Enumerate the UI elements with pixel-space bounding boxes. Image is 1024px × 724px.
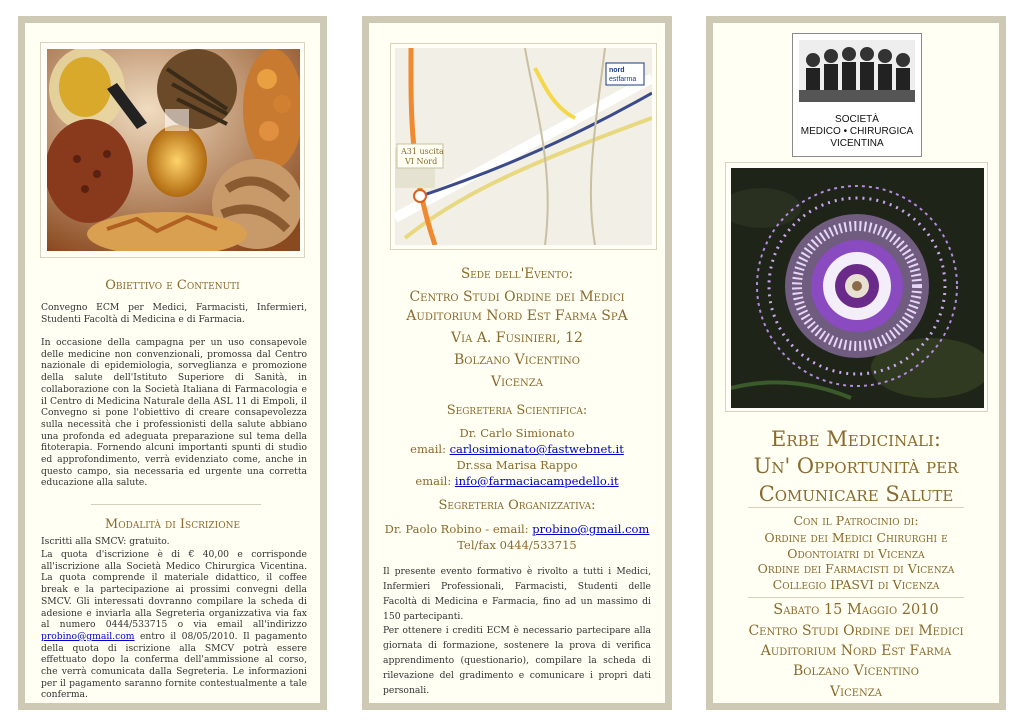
left-divider xyxy=(91,504,261,505)
venue-heading: Sede dell'Evento: xyxy=(460,266,574,282)
event-place-line-4: Vicenza xyxy=(830,684,882,700)
map-exit-label-line2: VI Nord xyxy=(405,157,438,166)
middle-panel-inner xyxy=(369,23,665,703)
left-panel xyxy=(18,16,327,710)
org-phone: Tel/fax 0444/533715 xyxy=(457,538,577,552)
sci-email-row-2 xyxy=(369,474,665,488)
right-panel xyxy=(706,16,1006,710)
map-exit-label-line1: A31 uscita xyxy=(401,147,444,156)
patron-line-1: Ordine dei Medici Chirurghi e xyxy=(764,530,948,545)
right-panel-inner xyxy=(713,23,999,703)
event-place-line-1: Centro Studi Ordine dei Medici xyxy=(748,623,964,639)
objective-intro: Convegno ECM per Medici, Farmacisti, Infermieri, Studenti Facoltà di Medicina e di Farmacia. xyxy=(41,302,307,325)
org-contact-row xyxy=(369,522,665,536)
sci-email-row-1 xyxy=(369,442,665,456)
left-panel-inner xyxy=(25,23,320,703)
objective-heading: Obiettivo e Contenuti xyxy=(105,278,240,293)
registration-heading: Modalità di Iscrizione xyxy=(104,517,241,532)
venue-line-1: Centro Studi Ordine dei Medici xyxy=(409,289,625,305)
event-date: Sabato 15 Maggio 2010 xyxy=(773,602,939,618)
sci-email-link-2[interactable]: info@farmaciacampedello.it xyxy=(454,474,619,488)
sci-email-link-1[interactable]: carlosimionato@fastwebnet.it xyxy=(449,442,624,456)
org-contact-name: Dr. Paolo Robino - email: xyxy=(384,522,529,536)
middle-panel xyxy=(362,16,672,710)
logo-text-line2: MEDICO • CHIRURGICA xyxy=(800,126,914,137)
brochure-title-line3: Comunicare Salute xyxy=(758,482,954,506)
map-frame xyxy=(390,43,657,250)
registration-fee-before: La quota d'iscrizione è di € 40,00 e corrisponde all'iscrizione alla Società Medico Chirurgica Vicentina. La quota comprende il materiale didattico, il coffee break e la partecipazione ai prossimi convegni della SMCV. Gli interessati dovranno compilare la scheda di adesione e inviarla alla Segreteria organizzativa via fax al numero 0444/533715 o via email all'indirizzo xyxy=(41,549,307,631)
registration-email-link[interactable]: probino@gmail.com xyxy=(41,630,135,642)
patron-line-2: Odontoiatri di Vicenza xyxy=(787,546,925,561)
passion-flower-photo xyxy=(731,168,984,408)
event-place-line-2: Auditorium Nord Est Farma xyxy=(760,643,952,659)
location-map xyxy=(395,48,652,245)
audience-text: Il presente evento formativo è rivolto a tutti i Medici, Infermieri Professionali, Farmacisti, Studenti delle Facoltà di Medicina e Farmacia, fino ad un massimo di 150 partecipanti. xyxy=(383,566,651,622)
patron-line-3: Ordine dei Farmacisti di Vicenza xyxy=(757,561,955,576)
logo-text-line1: SOCIETÀ xyxy=(835,114,879,125)
venue-line-3: Via A. Fusinieri, 12 xyxy=(451,330,583,346)
credits-text: Per ottenere i crediti ECM è necessario partecipare alla giornata di formazione, sostenere la prova di verifica apprendimento (questionario), compilare la scheda di rilevazione del gradimento e comunicare i propri dati personali. xyxy=(383,625,651,696)
brochure-title-line1: Erbe Medicinali: xyxy=(771,427,941,451)
society-logo xyxy=(792,33,922,157)
patron-line-4: Collegio IPASVI di Vicenza xyxy=(772,577,940,592)
sci-contact-1: Dr. Carlo Simionato xyxy=(459,426,575,440)
logo-text-line3: VICENTINA xyxy=(830,138,884,149)
herbs-photo xyxy=(47,49,300,251)
patronage-label: Con il Patrocinio di: xyxy=(793,513,919,528)
flower-photo-frame xyxy=(725,162,988,412)
society-logo-portrait xyxy=(799,40,915,102)
org-email-link[interactable]: probino@gmail.com xyxy=(532,522,650,536)
right-divider-2 xyxy=(748,597,964,598)
organizing-secretariat-heading: Segreteria Organizzativa: xyxy=(438,498,596,513)
venue-line-2: Auditorium Nord Est Farma SpA xyxy=(406,308,628,324)
event-place-line-3: Bolzano Vicentino xyxy=(792,663,920,679)
brochure-title-line2: Un' Opportunità per xyxy=(753,454,959,478)
map-logo-line1: nord xyxy=(609,67,625,74)
herbs-photo-frame xyxy=(40,42,305,258)
right-divider-1 xyxy=(748,507,964,508)
registration-fee-after: entro il 08/05/2010. Il pagamento della quota di iscrizione alla SMCV potrà essere effettuato dopo la conferma dell'ammissione al corso, che verrà comunicata dalla Segreteria. Le informazioni per il pagamento saranno fornite contestualmente a tale conferma. xyxy=(41,630,307,701)
sci-email-label-1: email: xyxy=(410,442,446,456)
sci-email-label-2: email: xyxy=(415,474,452,488)
registration-free: Iscritti alla SMCV: gratuito. xyxy=(41,536,170,547)
venue-line-4: Bolzano Vicentino xyxy=(453,352,581,368)
sci-contact-2: Dr.ssa Marisa Rappo xyxy=(456,458,578,472)
venue-line-5: Vicenza xyxy=(491,374,543,390)
map-logo-line2: estfarma xyxy=(609,76,637,83)
objective-description: In occasione della campagna per un uso consapevole delle medicine non convenzionali, promossa dal Centro nazionale di epidemiologia, sorveglianza e promozione della salute dell'Istituto Superiore di Sanità, in collaborazione con la Società Italiana di Farmacologia e il Centro di Medicina Naturale della ASL 11 di Empoli, il Convegno si pone l'obiettivo di creare consapevolezza sulla necessità che i professionisti della salute abbiano una profonda ed adeguata preparazione sul tema della fitoterapia. Fornendo alcuni importanti spunti di studio ed approfondimento, verrà evidenziato come, anche in questo campo, sia necessaria ed urgente una corretta educazione alla salute. xyxy=(41,337,307,489)
registration-fee-text xyxy=(41,549,307,701)
scientific-secretariat-heading: Segreteria Scientifica: xyxy=(446,403,588,418)
